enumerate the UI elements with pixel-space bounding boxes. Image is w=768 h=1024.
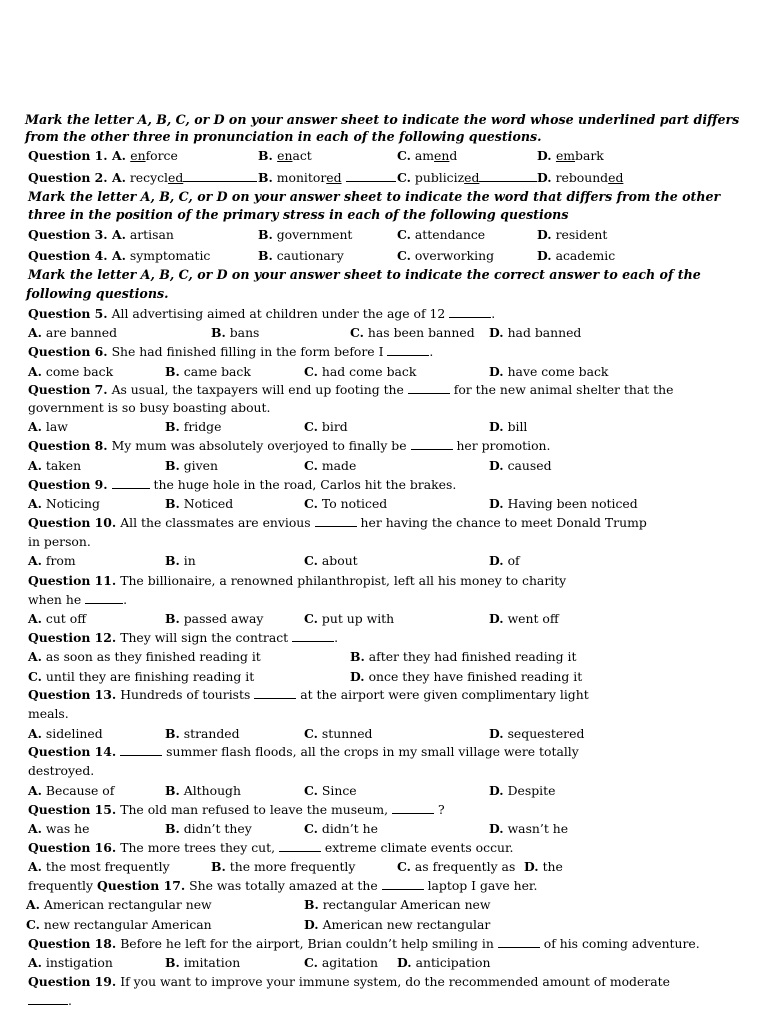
question-16-options <box>0 857 768 876</box>
option-c[interactable]: C. amend <box>397 148 458 163</box>
question-3: Question 3. A. artisan B. government C. attendance D. resident <box>28 227 608 242</box>
option-d[interactable]: D. embark <box>537 148 604 163</box>
option-d[interactable]: D. have come back <box>489 364 609 379</box>
option-a[interactable]: A. as soon as they finished reading it <box>28 649 261 664</box>
option-d[interactable]: D. of <box>489 553 520 568</box>
option-b[interactable]: B. stranded <box>165 726 240 741</box>
question-1 <box>0 146 768 165</box>
question-13: Question 13. Hundreds of tourists at the airport were given complimentary light <box>28 687 589 702</box>
option-c[interactable]: C. stunned <box>304 726 373 741</box>
question-14: Question 14. summer flash floods, all the crops in my small village were totally <box>28 744 579 759</box>
question-18: Question 18. Before he left for the airport, Brian couldn’t help smiling in of his coming adventure. <box>28 936 700 951</box>
option-c[interactable]: C. attendance <box>397 227 486 242</box>
question-2 <box>0 168 768 187</box>
option-d[interactable]: D. American new rectangular <box>304 917 491 932</box>
question-13-options <box>0 724 768 743</box>
question-17-options-cd <box>0 915 768 934</box>
option-a[interactable]: A. American rectangular new <box>26 897 212 912</box>
question-5: Question 5. All advertising aimed at children under the age of 12 . <box>28 306 496 321</box>
question-11-options <box>0 609 768 628</box>
option-b[interactable]: B. bans <box>211 325 260 340</box>
question-9-options <box>0 494 768 513</box>
option-b[interactable]: B. after they had finished reading it <box>350 649 577 664</box>
question-13-line2: meals. <box>28 706 69 721</box>
option-d[interactable]: D. sequestered <box>489 726 585 741</box>
question-4: Question 4. A. symptomatic B. cautionary C. overworking D. academic <box>28 248 616 263</box>
instruction-line <box>0 284 768 303</box>
option-b[interactable]: B. imitation <box>165 955 241 970</box>
instruction-line <box>0 127 768 146</box>
question-12: Question 12. They will sign the contract . <box>28 630 339 645</box>
option-b[interactable]: B. monitored <box>258 168 396 187</box>
option-a[interactable]: A. sidelined <box>28 726 103 741</box>
option-d[interactable]: D. once they have finished reading it <box>350 669 583 684</box>
option-c[interactable]: C. bird <box>304 419 348 434</box>
question-16: Question 16. The more trees they cut, extreme climate events occur. <box>28 840 514 855</box>
option-a[interactable]: A. law <box>28 419 68 434</box>
option-a[interactable]: A. enforce <box>112 148 178 163</box>
question-14-options <box>0 781 768 800</box>
option-d[interactable]: D. anticipation <box>397 955 491 970</box>
option-c[interactable]: C. had come back <box>304 364 417 379</box>
option-d[interactable]: D. academic <box>537 248 616 263</box>
instruction-line <box>0 205 768 224</box>
option-d[interactable]: D. resident <box>537 227 608 242</box>
option-c[interactable]: C. about <box>304 553 358 568</box>
question-label: Question 1. <box>28 148 108 163</box>
option-d[interactable]: D. went off <box>489 611 559 626</box>
question-9: Question 9. the huge hole in the road, Carlos hit the brakes. <box>28 477 457 492</box>
option-d[interactable]: D. the <box>524 859 563 874</box>
option-c[interactable]: C. agitation <box>304 955 378 970</box>
option-a[interactable]: A. instigation <box>28 955 113 970</box>
option-a[interactable]: A. artisan <box>112 227 174 242</box>
option-d[interactable]: D. rebounded <box>537 170 624 185</box>
instruction-text: Mark the letter A, B, C, or D on your answer sheet to indicate the word whose underlined part differs <box>25 112 740 127</box>
question-14-line2: destroyed. <box>28 763 95 778</box>
option-d[interactable]: D. Despite <box>489 783 556 798</box>
option-b[interactable]: B. government <box>258 227 353 242</box>
question-10-options <box>0 551 768 570</box>
question-17: frequently Question 17. She was totally amazed at the laptop I gave her. <box>28 878 538 893</box>
question-7: Question 7. As usual, the taxpayers will end up footing the for the new animal shelter that the <box>28 382 674 397</box>
option-a[interactable]: A. was he <box>28 821 90 836</box>
option-c[interactable]: C. To noticed <box>304 496 388 511</box>
option-b[interactable]: B. came back <box>165 364 251 379</box>
question-12-options-ab <box>0 647 768 666</box>
option-b[interactable]: B. given <box>165 458 218 473</box>
option-d[interactable]: D. bill <box>489 419 528 434</box>
question-15: Question 15. The old man refused to leave the museum, ? <box>28 802 445 817</box>
question-8-options <box>0 456 768 475</box>
option-a[interactable]: A. from <box>28 553 76 568</box>
option-c[interactable]: C. until they are finishing reading it <box>28 669 255 684</box>
option-a[interactable]: A. Because of <box>28 783 115 798</box>
option-a[interactable]: A. cut off <box>28 611 86 626</box>
option-b[interactable]: B. rectangular American new <box>304 897 491 912</box>
instruction-line <box>0 187 768 206</box>
option-c[interactable]: C. new rectangular American <box>26 917 212 932</box>
option-b[interactable]: B. Although <box>165 783 241 798</box>
question-7-line2: government is so busy boasting about. <box>28 400 271 415</box>
question-10: Question 10. All the classmates are envious her having the chance to meet Donald Trump <box>28 515 647 530</box>
option-d[interactable]: D. caused <box>489 458 552 473</box>
instruction-text: following questions. <box>26 286 169 301</box>
instruction-line <box>0 265 768 284</box>
question-19: Question 19. If you want to improve your immune system, do the recommended amount of moderate <box>28 974 670 989</box>
instruction-text: three in the position of the primary stress in each of the following questions <box>28 207 569 222</box>
option-b[interactable]: B. in <box>165 553 196 568</box>
option-a[interactable]: A. taken <box>28 458 82 473</box>
option-b[interactable]: B. enact <box>258 148 312 163</box>
question-11-line2: when he . <box>28 592 128 607</box>
option-b[interactable]: B. cautionary <box>258 248 344 263</box>
question-12-options-cd <box>0 667 768 686</box>
option-d[interactable]: D. Having been noticed <box>489 496 638 511</box>
option-d[interactable]: D. wasn’t he <box>489 821 569 836</box>
instruction-text: Mark the letter A, B, C, or D on your answer sheet to indicate the correct answer to each of the <box>28 267 701 282</box>
question-15-options <box>0 819 768 838</box>
option-a[interactable]: A. symptomatic <box>112 248 211 263</box>
option-c[interactable]: C. has been banned <box>350 325 475 340</box>
instruction-text: Mark the letter A, B, C, or D on your answer sheet to indicate the word that differs from the other <box>28 189 721 204</box>
option-a[interactable]: A. the most frequently <box>28 859 170 874</box>
option-c[interactable]: C. made <box>304 458 357 473</box>
question-19-line2: . <box>0 991 768 1010</box>
option-a[interactable]: A. are banned <box>28 325 118 340</box>
option-d[interactable]: D. had banned <box>489 325 582 340</box>
option-b[interactable]: B. the more frequently <box>211 859 356 874</box>
option-c[interactable]: C. overworking <box>397 248 494 263</box>
option-c[interactable]: C. put up with <box>304 611 395 626</box>
option-a[interactable]: A. come back <box>28 364 114 379</box>
option-b[interactable]: B. didn’t they <box>165 821 252 836</box>
option-b[interactable]: B. Noticed <box>165 496 234 511</box>
question-5-options <box>0 323 768 342</box>
question-18-options <box>0 953 768 972</box>
option-c[interactable]: C. as frequently as <box>397 859 516 874</box>
question-11: Question 11. The billionaire, a renowned philanthropist, left all his money to charity <box>28 573 567 588</box>
option-a[interactable]: A. recycled <box>112 168 257 187</box>
question-17-options-ab <box>0 895 768 914</box>
option-c[interactable]: C. Since <box>304 783 357 798</box>
option-c[interactable]: C. publicized <box>397 168 537 187</box>
option-b[interactable]: B. fridge <box>165 419 222 434</box>
question-6-options <box>0 362 768 381</box>
option-c[interactable]: C. didn’t he <box>304 821 378 836</box>
option-b[interactable]: B. passed away <box>165 611 264 626</box>
question-10-line2: in person. <box>28 534 91 549</box>
question-6: Question 6. She had finished filling in the form before I . <box>28 344 434 359</box>
option-a[interactable]: A. Noticing <box>28 496 100 511</box>
question-7-options <box>0 417 768 436</box>
question-label: Question 2. <box>28 170 108 185</box>
question-8: Question 8. My mum was absolutely overjoyed to finally be her promotion. <box>28 438 551 453</box>
instruction-text: from the other three in pronunciation in each of the following questions. <box>25 129 542 144</box>
